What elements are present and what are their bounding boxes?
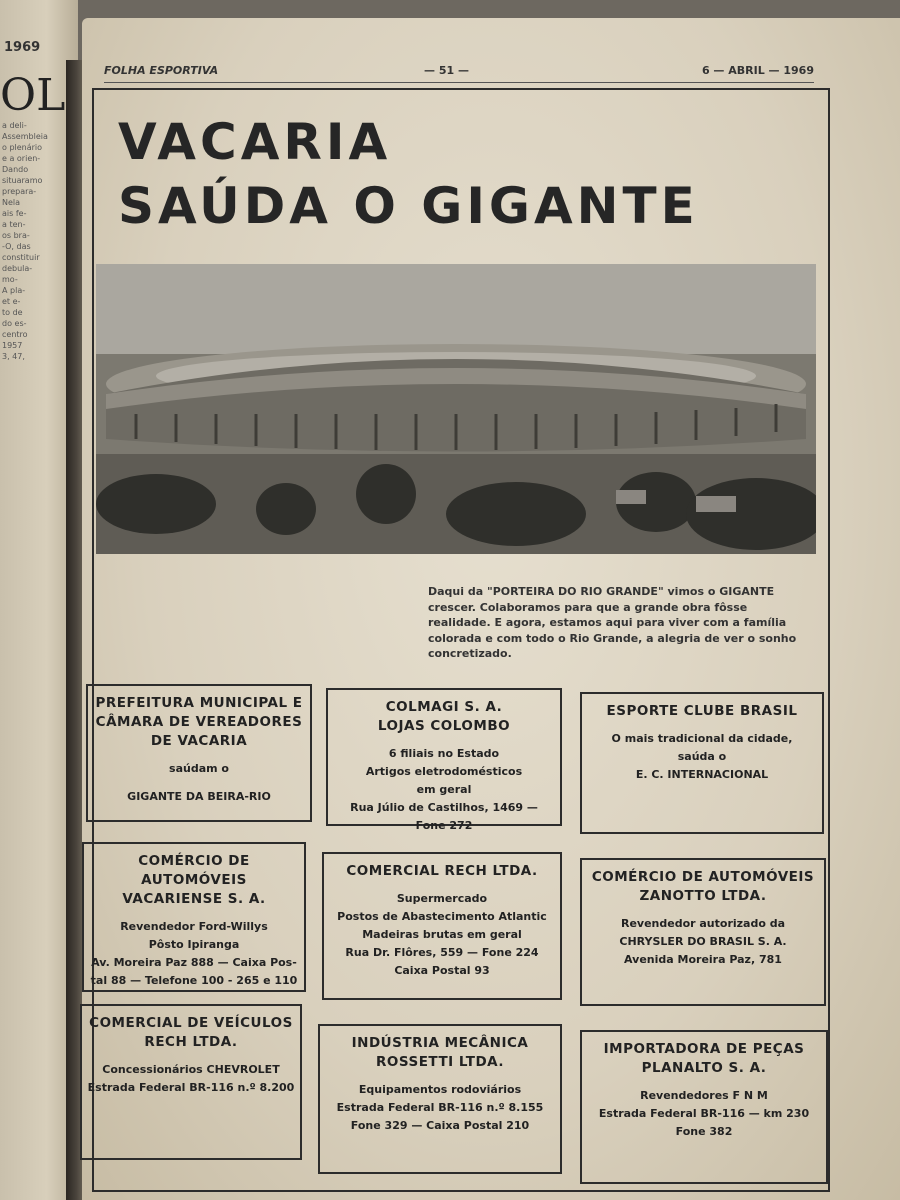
ad-title-line: IMPORTADORA DE PEÇAS — [603, 1041, 805, 1057]
ad-title-line: COMÉRCIO DE AUTOMÓVEIS — [591, 869, 815, 885]
ad-detail-line: Artigos eletrodomésticos — [365, 765, 523, 778]
ad-detail-line: Fone 329 — Caixa Postal 210 — [350, 1119, 530, 1132]
ad-title-line: COMÉRCIO DE AUTOMÓVEIS — [138, 853, 250, 888]
headline-line-2: SAÚDA O GIGANTE — [118, 177, 699, 235]
ad-detail-line: Madeiras brutas em geral — [362, 928, 522, 941]
left-page-big-letters: OL — [0, 70, 66, 121]
ad-detail-line: Supermercado — [396, 892, 488, 905]
ad-detail-line: saúda o — [677, 750, 727, 763]
ad-detail-line: Estrada Federal BR-116 n.º 8.155 — [336, 1101, 544, 1114]
ad-detail-line: Rua Dr. Flôres, 559 — Fone 224 — [345, 946, 539, 959]
headline — [118, 110, 818, 238]
ad-title-line: PREFEITURA MUNICIPAL E — [95, 695, 303, 711]
ad-detail-line: Rua Júlio de Castilhos, 1469 — — [350, 801, 538, 814]
ad-title-line: RECH LTDA. — [144, 1034, 238, 1050]
ad-detail-line: GIGANTE DA BEIRA-RIO — [127, 790, 271, 803]
ad-detail-line: tal 88 — Telefone 100 - 265 e 110 — [90, 974, 298, 987]
ad-title-line: ZANOTTO LTDA. — [639, 888, 767, 904]
ad-detail-line: Postos de Abastecimento Atlantic — [337, 910, 547, 923]
headline-line-1: VACARIA — [118, 113, 392, 171]
ad-detail-line: O mais tradicional da cidade, — [611, 732, 793, 745]
ad-box — [580, 692, 824, 834]
ad-title-line: COLMAGI S. A. — [385, 699, 503, 715]
ad-detail-line: Avenida Moreira Paz, 781 — [624, 953, 782, 966]
ad-detail-line: Caixa Postal 93 — [394, 964, 490, 977]
issue-date: 6 — ABRIL — 1969 — [701, 64, 814, 77]
ad-detail-line: Fone 272 — [415, 819, 473, 832]
ad-detail-line: Av. Moreira Paz 888 — Caixa Pos- — [91, 956, 297, 969]
ad-box — [318, 1024, 562, 1174]
ad-detail-line: em geral — [416, 783, 472, 796]
ad-box — [322, 852, 562, 1000]
running-head — [104, 62, 814, 83]
ad-title-line: ESPORTE CLUBE BRASIL — [606, 703, 798, 719]
ad-detail-line: Revendedor Ford-Willys — [120, 920, 268, 933]
ad-box — [80, 1004, 302, 1160]
ad-title-line: PLANALTO S. A. — [641, 1060, 767, 1076]
ad-title-line: DE VACARIA — [150, 733, 248, 749]
ad-detail-line: Pôsto Ipiranga — [148, 938, 240, 951]
ad-detail-line: Fone 382 — [675, 1125, 733, 1138]
ad-title-line: COMERCIAL RECH LTDA. — [346, 863, 538, 879]
ad-title-line: CÂMARA DE VEREADORES — [95, 714, 303, 730]
page-number: — 51 — — [424, 64, 469, 77]
ad-box — [82, 842, 306, 992]
publication-name: FOLHA ESPORTIVA — [104, 64, 219, 77]
left-page-date: 1969 — [4, 40, 41, 55]
ad-detail-line: Estrada Federal BR-116 n.º 8.200 — [87, 1081, 295, 1094]
ad-box — [86, 684, 312, 822]
ad-detail-line: Revendedor autorizado da — [620, 917, 786, 930]
ad-detail-line: E. C. INTERNACIONAL — [635, 768, 769, 781]
ad-detail-line: CHRYSLER DO BRASIL S. A. — [619, 935, 787, 948]
ad-detail-line: Estrada Federal BR-116 — km 230 — [598, 1107, 810, 1120]
photo-caption: Daqui da "PORTEIRA DO RIO GRANDE" vimos o GIGANTE crescer. Colaboramos para que a grande obra fôsse realidade. E agora, estamos aqui para viver com a família colorada e com todo o Rio Grande, a alegria de ver o sonho concretizado. — [428, 585, 797, 660]
ad-title-line: LOJAS COLOMBO — [377, 718, 511, 734]
ad-detail-line: Revendedores F N M — [640, 1089, 768, 1102]
stadium-illustration — [96, 264, 816, 554]
ad-detail-line: Equipamentos rodoviários — [358, 1083, 522, 1096]
ad-title-line: INDÚSTRIA MECÂNICA — [351, 1035, 529, 1051]
ad-detail-line: 6 filiais no Estado — [388, 747, 500, 760]
ad-detail-line: Concessionários CHEVROLET — [102, 1063, 280, 1076]
stadium-photo — [96, 264, 816, 554]
ad-box — [580, 858, 826, 1006]
ad-box — [326, 688, 562, 832]
ad-detail-line: saúdam o — [169, 762, 229, 775]
ad-title-line: ROSSETTI LTDA. — [376, 1054, 504, 1070]
ad-box — [580, 1030, 828, 1184]
left-page-text: a deli- Assembleia o plenário e a orien- Dando situaramo prepara- Nela ais fe- a ten- os bra- -O, das constituir debula- mo- A pla- et e- to de do es- centro 1957 3, 47, — [2, 121, 48, 361]
ad-title-line: COMERCIAL DE VEÍCULOS — [89, 1015, 293, 1031]
ad-title-line: VACARIENSE S. A. — [122, 891, 266, 907]
ad-detail-line — [88, 779, 310, 787]
